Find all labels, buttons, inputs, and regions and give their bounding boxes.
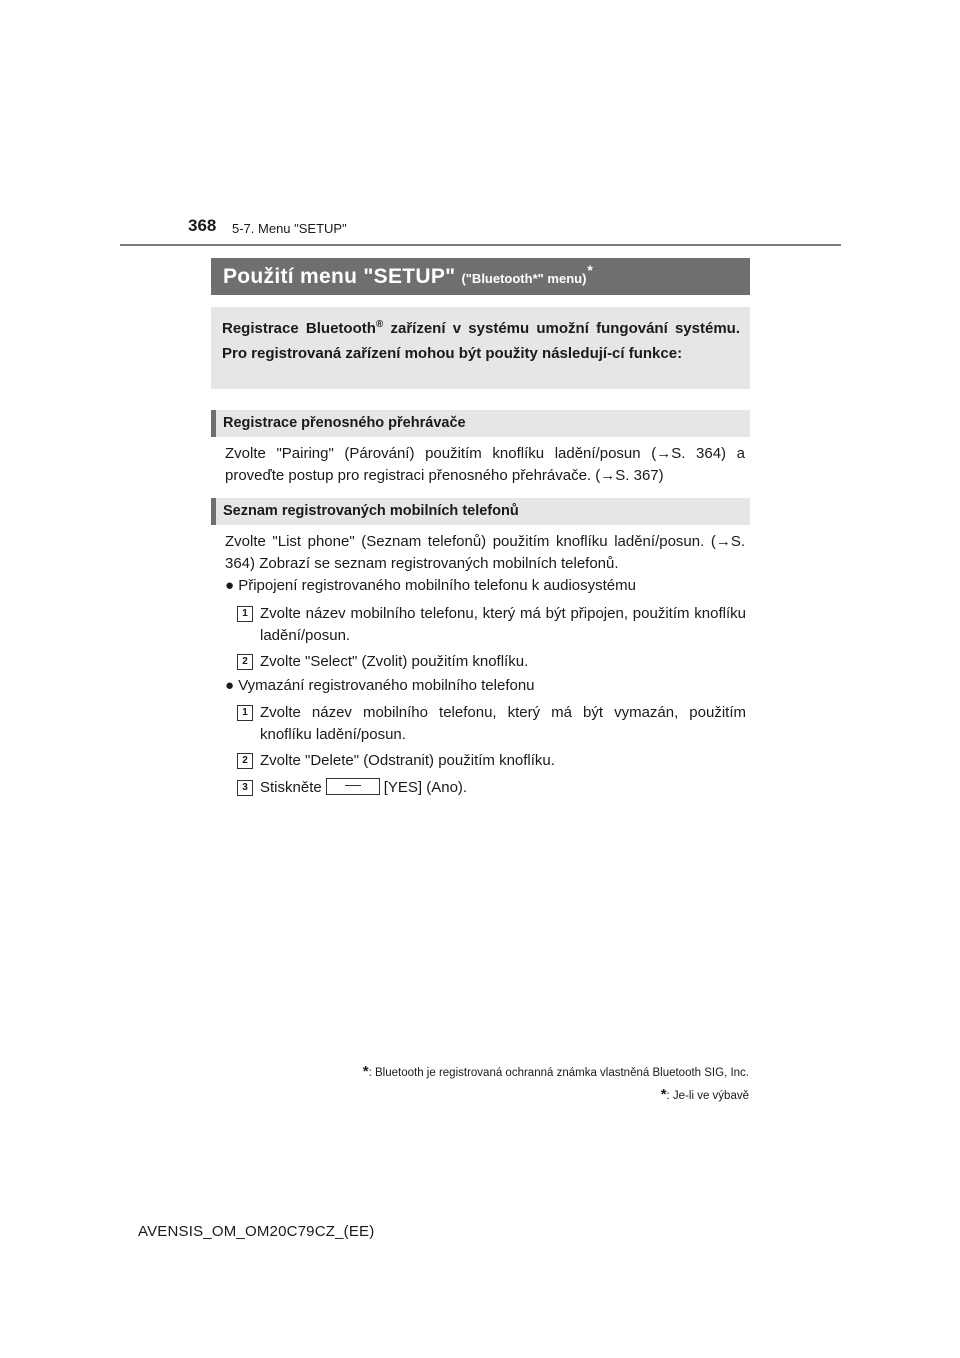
step-text-before: Stiskněte bbox=[260, 779, 322, 796]
intro-text-1: Registrace Bluetooth bbox=[222, 320, 376, 337]
footnote-text: : Bluetooth je registrovaná ochranná známka vlastněná Bluetooth SIG, Inc. bbox=[368, 1067, 749, 1079]
paragraph-portable-player: Zvolte "Pairing" (Párování) použitím knoflíku ladění/posun (→S. 364) a proveďte postup pro registraci přenosného přehrávače. (→S. 367) bbox=[225, 445, 745, 484]
footnote-equipment bbox=[661, 1086, 749, 1103]
step-number-box: 2 bbox=[237, 753, 253, 769]
step-text: Zvolte "Delete" (Odstranit) použitím knoflíku. bbox=[260, 752, 555, 769]
header-divider bbox=[120, 244, 841, 246]
page-title: Použití menu "SETUP" bbox=[223, 264, 456, 288]
step-number-box: 2 bbox=[237, 654, 253, 670]
footnote-text: : Je-li ve výbavě bbox=[666, 1090, 749, 1102]
minus-button-icon bbox=[326, 778, 380, 795]
subheading-registered-phones: Seznam registrovaných mobilních telefonů bbox=[211, 498, 750, 525]
footnote-mark: * bbox=[660, 1086, 667, 1103]
intro-box bbox=[211, 307, 750, 389]
intro-text-2: zařízení v systému umožní fungování systému. Pro registrovaná zařízení mohou být použity následují-cí funkce: bbox=[222, 320, 740, 362]
bullet-delete-phone: ● Vymazání registrovaného mobilního telefonu bbox=[225, 677, 535, 694]
footnote-bluetooth bbox=[363, 1063, 749, 1080]
footnote-mark: * bbox=[362, 1063, 369, 1080]
page-number: 368 bbox=[188, 216, 217, 235]
step-text-after: [YES] (Ano). bbox=[383, 779, 468, 796]
step-number-box: 1 bbox=[237, 705, 253, 721]
step-number-box: 1 bbox=[237, 606, 253, 622]
title-footnote-mark: * bbox=[587, 261, 593, 278]
step-text bbox=[260, 777, 746, 799]
section-title: 5-7. Menu "SETUP" bbox=[232, 221, 347, 236]
bullet-connect-phone: ● Připojení registrovaného mobilního telefonu k audiosystému bbox=[225, 577, 636, 594]
page-title-sub: ("Bluetooth*" menu) bbox=[461, 271, 587, 286]
step-text: Zvolte název mobilního telefonu, který má být připojen, použitím knoflíku ladění/posun. bbox=[260, 605, 746, 644]
page-title-bar bbox=[211, 258, 750, 295]
step-number-box: 3 bbox=[237, 780, 253, 796]
subheading-portable-player: Registrace přenosného přehrávače bbox=[211, 410, 750, 437]
paragraph-registered-phones: Zvolte "List phone" (Seznam telefonů) použitím knoflíku ladění/posun. (→S. 364) Zobrazí se seznam registrovaných mobilních telefonů. bbox=[225, 533, 745, 572]
step-text: Zvolte název mobilního telefonu, který má být vymazán, použitím knoflíku ladění/posun. bbox=[260, 704, 746, 743]
registered-mark: ® bbox=[375, 319, 384, 330]
step-text: Zvolte "Select" (Zvolit) použitím knoflíku. bbox=[260, 653, 529, 670]
document-code: AVENSIS_OM_OM20C79CZ_(EE) bbox=[138, 1223, 375, 1240]
